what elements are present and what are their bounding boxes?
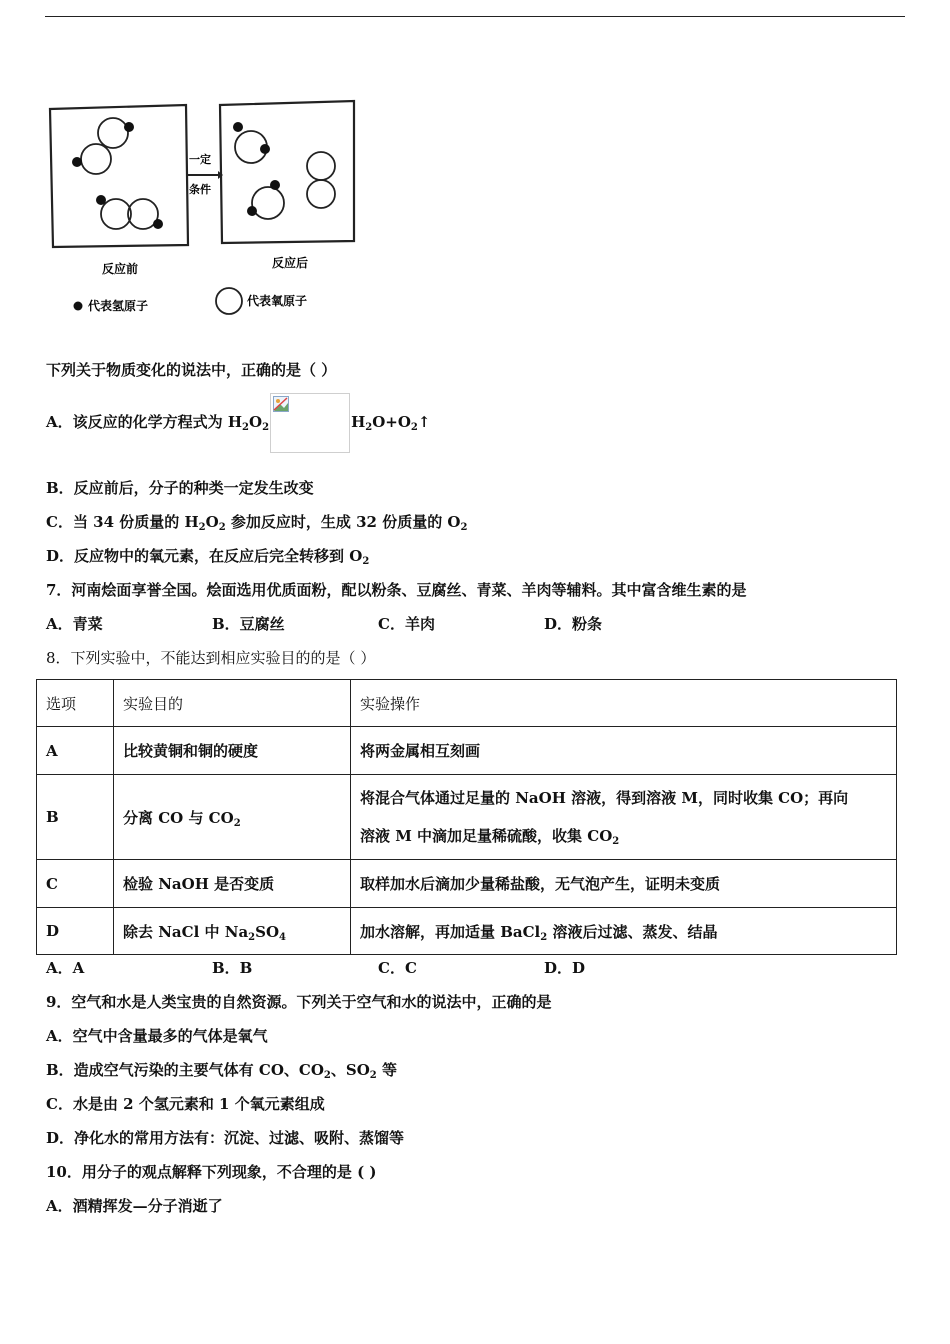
header-goal: 实验目的 (114, 680, 351, 727)
row-a-option: A (37, 727, 114, 775)
q6-c-text: O (205, 513, 219, 531)
subscript: 2 (410, 422, 418, 433)
legend-o-label: 代表氧原子 (247, 294, 308, 308)
legend-o-circle (216, 288, 242, 314)
gas-arrow: ↑ (417, 413, 431, 431)
header-option: 选项 (37, 680, 114, 727)
q8-option-d: D．D (544, 959, 586, 977)
h-atom (153, 219, 163, 229)
row-b-operation (351, 775, 897, 860)
q9-option-b (46, 1060, 397, 1080)
row-a-goal: 比较黄铜和铜的硬度 (114, 727, 351, 775)
row-b-option: B (37, 775, 114, 860)
subscript: 2 (369, 1070, 377, 1081)
q7-stem: 7．河南烩面享誉全国。烩面选用优质面粉，配以粉条、豆腐丝、青菜、羊肉等辅料。其中富含维生素的是 (46, 581, 747, 599)
q7-option-a: A．青菜 (46, 615, 103, 633)
subscript: 2 (218, 522, 226, 533)
row-c-operation: 取样加水后滴加少量稀盐酸，无气泡产生，证明未变质 (351, 860, 897, 908)
subscript: 2 (248, 931, 256, 943)
table-row (37, 775, 897, 860)
table-row (37, 860, 897, 908)
h-atom (124, 122, 134, 132)
row-d-goal-text: SO (255, 922, 280, 941)
molecule-h2o2-2 (101, 199, 158, 229)
after-label: 反应后 (271, 256, 309, 270)
q7-option-b: B．豆腐丝 (212, 615, 285, 633)
q6-option-c (46, 512, 467, 532)
subscript: 2 (540, 931, 548, 943)
q9-b-text: B．造成空气污染的主要气体有 CO、CO (46, 1061, 324, 1079)
table-row (37, 908, 897, 955)
row-d-operation (351, 908, 897, 955)
row-b-goal (114, 775, 351, 860)
table-row (37, 727, 897, 775)
row-b-operation-text: 溶液 M 中滴加足量稀硫酸，收集 CO (360, 827, 613, 845)
header-operation: 实验操作 (351, 680, 897, 727)
row-d-option: D (37, 908, 114, 955)
broken-image-placeholder (270, 393, 350, 453)
h-atom (233, 122, 243, 132)
q6-a-text: O (249, 413, 263, 431)
molecule-h2o-2 (252, 187, 284, 219)
q7-options (46, 614, 710, 634)
subscript: 2 (460, 522, 468, 533)
subscript: 2 (612, 836, 620, 847)
q6-c-text: C．当 34 份质量的 H (46, 513, 199, 531)
q9-option-d: D．净化水的常用方法有：沉淀、过滤、吸附、蒸馏等 (46, 1129, 405, 1147)
legend-h-label: 代表氢原子 (88, 299, 149, 313)
before-label: 反应前 (101, 262, 139, 276)
row-d-goal (114, 908, 351, 955)
q6-a-text: H (351, 413, 366, 431)
molecule-o2 (307, 152, 335, 208)
arrow-label-bottom: 条件 (189, 183, 211, 196)
row-d-operation-text: 溶液后过滤、蒸发、结晶 (547, 922, 718, 941)
arrow-label-top: 一定 (189, 153, 211, 166)
row-a-operation: 将两金属相互刻画 (351, 727, 897, 775)
q7-option-c: C．羊肉 (378, 615, 435, 633)
q6-a-text: O+O (372, 413, 411, 431)
row-d-goal-text: 除去 NaCl 中 Na (123, 922, 249, 941)
subscript: 2 (362, 556, 370, 567)
row-b-operation-line2 (360, 817, 887, 855)
row-c-option: C (37, 860, 114, 908)
q6-stem: 下列关于物质变化的说法中，正确的是（ ） (46, 361, 337, 379)
q6-option-a (46, 392, 430, 453)
q10-option-a: A．酒精挥发—分子消逝了 (46, 1197, 223, 1215)
h-atom (260, 144, 270, 154)
h-atom (247, 206, 257, 216)
experiment-table (36, 679, 897, 955)
h-atom (96, 195, 106, 205)
legend-h-dot (74, 302, 83, 311)
q8-option-b: B．B (212, 959, 253, 977)
q9-b-text: 等 (376, 1061, 397, 1079)
h-atom (270, 180, 280, 190)
row-b-operation-line1: 将混合气体通过足量的 NaOH 溶液，得到溶液 M，同时收集 CO；再向 (360, 789, 849, 807)
h-atom (72, 157, 82, 167)
row-c-goal: 检验 NaOH 是否变质 (114, 860, 351, 908)
subscript: 2 (242, 422, 250, 433)
subscript: 2 (198, 522, 206, 533)
broken-image-icon (273, 396, 289, 412)
q10-stem: 10．用分子的观点解释下列现象，不合理的是 ( ) (46, 1163, 377, 1181)
subscript: 2 (323, 1070, 331, 1081)
header-rule (45, 16, 905, 17)
q9-option-c: C．水是由 2 个氢元素和 1 个氧元素组成 (46, 1095, 325, 1113)
q6-c-text: 参加反应时，生成 32 份质量的 O (225, 513, 461, 531)
q6-option-d (46, 546, 369, 566)
subscript: 2 (365, 422, 373, 433)
q8-options (46, 958, 710, 978)
q8-option-a: A．A (46, 959, 85, 977)
q6-d-text: D．反应物中的氧元素，在反应后完全转移到 O (46, 547, 363, 565)
q6-option-b: B．反应前后，分子的种类一定发生改变 (46, 479, 314, 497)
row-b-goal-text: 分离 CO 与 CO (123, 808, 234, 827)
q9-b-text: 、SO (330, 1061, 370, 1079)
q6-a-text: A．该反应的化学方程式为 H (46, 413, 243, 431)
q7-option-d: D．粉条 (544, 615, 603, 633)
reaction-diagram (42, 95, 372, 330)
row-d-operation-text: 加水溶解，再加适量 BaCl (360, 922, 541, 941)
molecule-h2o2-1 (81, 118, 128, 174)
subscript: 2 (262, 422, 270, 433)
before-box (50, 105, 188, 247)
q9-stem: 9．空气和水是人类宝贵的自然资源。下列关于空气和水的说法中，正确的是 (46, 993, 552, 1011)
reaction-diagram-svg (42, 95, 372, 330)
q8-option-c: C．C (378, 959, 417, 977)
q9-option-a: A．空气中含量最多的气体是氧气 (46, 1027, 268, 1045)
table-header-row (37, 680, 897, 727)
subscript: 2 (233, 817, 241, 829)
q8-stem: 8．下列实验中，不能达到相应实验目的的是（ ） (46, 649, 376, 667)
subscript: 4 (279, 931, 287, 943)
